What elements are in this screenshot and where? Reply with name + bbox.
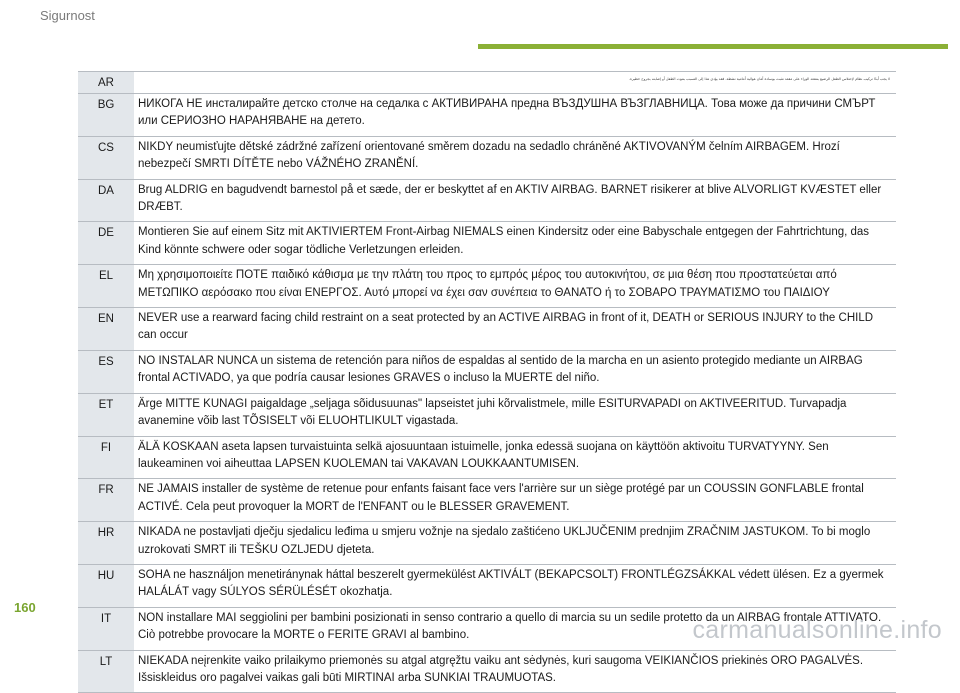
warning-text: NIKADA ne postavljati dječju sjedalicu leđima u smjeru vožnje na sjedalo zaštićeno UKLJUČENIM prednjim ZRAČNIM JASTUKOM. To bi moglo uzrokovati SMRT ili TEŠKU OZLJEDU djeteta. <box>134 522 896 565</box>
warning-text: NON installare MAI seggiolini per bambini posizionati in senso contrario a quello di marcia su un sedile protetto da un AIRBAG frontale ATTIVATO. Ciò potrebbe provocare la MORTE o FERITE GRAVI al bambino. <box>134 607 896 650</box>
language-code: AR <box>78 72 134 94</box>
warning-text: NIEKADA neįrenkite vaiko prilaikymo priemonės su atgal atgręžtu vaiku ant sėdynės, kuri saugoma VEIKIANČIOS priekinės ORO PAGALVĖS. Išsiskleidus oro pagalvei vaikas gali būti MIRTINAI arba SUNKIAI TRAUMUOTAS. <box>134 650 896 693</box>
airbag-warning-table <box>78 71 896 693</box>
watermark[interactable]: carmanualsonline.info <box>692 616 942 644</box>
warning-text: ÄLÄ KOSKAAN aseta lapsen turvaistuinta selkä ajosuuntaan istuimelle, jonka edessä suojana on käyttöön aktivoitu TURVATYYNY. Sen laukeaminen voi aiheuttaa LAPSEN KUOLEMAN tai VAKAVAN LOUKKAANTUMISEN. <box>134 436 896 479</box>
warning-row-bg <box>78 94 896 137</box>
warning-row-da <box>78 179 896 222</box>
language-code: DA <box>78 179 134 222</box>
warning-row-ar <box>78 72 896 94</box>
section-title: Sigurnost <box>40 8 95 23</box>
language-code: BG <box>78 94 134 137</box>
warning-row-lt <box>78 650 896 693</box>
section-accent-bar <box>478 44 948 49</box>
warning-row-hr <box>78 522 896 565</box>
language-code: HR <box>78 522 134 565</box>
warning-row-et <box>78 393 896 436</box>
warning-text: NE JAMAIS installer de système de retenue pour enfants faisant face vers l'arrière sur un siège protégé par un COUSSIN GONFLABLE frontal ACTIVÉ. Cela peut provoquer la MORT de l'ENFANT ou le BLESSER GRAVEMENT. <box>134 479 896 522</box>
warning-text: NO INSTALAR NUNCA un sistema de retención para niños de espaldas al sentido de la marcha en un asiento protegido mediante un AIRBAG frontal ACTIVADO, ya que podría causar lesiones GRAVES o incluso la MUERTE del niño. <box>134 350 896 393</box>
warning-row-el <box>78 265 896 308</box>
language-code: IT <box>78 607 134 650</box>
warning-row-fr <box>78 479 896 522</box>
warning-text: Μη χρησιμοποιείτε ΠΟΤΕ παιδικό κάθισμα με την πλάτη του προς το εμπρός μέρος του αυτοκινήτου, σε μια θέση που προστατεύεται από ΜΕΤΩΠΙΚΟ αερόσακο που είναι ΕΝΕΡΓΟΣ. Αυτό μπορεί να έχει σαν συνέπεια το ΘΑΝΑΤΟ ή το ΣΟΒΑΡΟ ΤΡΑΥΜΑΤΙΣΜΟ του ΠΑΙΔΙΟΥ <box>134 265 896 308</box>
language-code: EL <box>78 265 134 308</box>
warning-row-en <box>78 308 896 351</box>
warning-row-cs <box>78 136 896 179</box>
language-code: ET <box>78 393 134 436</box>
language-code: HU <box>78 564 134 607</box>
warning-text: НИКОГА НЕ инсталирайте детско столче на седалка с АКТИВИРАНА предна ВЪЗДУШНА ВЪЗГЛАВНИЦА. Това може да причини СМЪРТ или СЕРИОЗНО НАРАНЯВАНЕ на детето. <box>134 94 896 137</box>
language-code: ES <box>78 350 134 393</box>
page-number: 160 <box>14 600 36 615</box>
language-code: CS <box>78 136 134 179</box>
language-code: LT <box>78 650 134 693</box>
warning-text: لا يجب أبدًا تركيب نظام لإحتلاس الطفل الرضيع بمقعد الوراء على مقعد مثبت بوسادة أمان هوائية أمامية نشطة. فقد يؤدي هذا إلى التسبب بموت الطفل أو إصابته بجروح خطيرة. <box>134 72 896 94</box>
warning-row-fi <box>78 436 896 479</box>
warning-row-hu <box>78 564 896 607</box>
language-code: EN <box>78 308 134 351</box>
warning-row-de <box>78 222 896 265</box>
language-code: FI <box>78 436 134 479</box>
warning-text: Montieren Sie auf einem Sitz mit AKTIVIERTEM Front-Airbag NIEMALS einen Kindersitz oder eine Babyschale entgegen der Fahrtrichtung, das Kind könnte schwere oder sogar tödliche Verletzungen erleiden. <box>134 222 896 265</box>
warning-text: NEVER use a rearward facing child restraint on a seat protected by an ACTIVE AIRBAG in front of it, DEATH or SERIOUS INJURY to the CHILD can occur <box>134 308 896 351</box>
language-code: FR <box>78 479 134 522</box>
warning-row-es <box>78 350 896 393</box>
warning-text: SOHA ne használjon menetiránynak háttal beszerelt gyermekülést AKTIVÁLT (BEKAPCSOLT) FRONTLÉGZSÁKKAL védett ülésen. Ez a gyermek HALÁLÁT vagy SÚLYOS SÉRÜLÉSÉT okozhatja. <box>134 564 896 607</box>
warning-text: Ärge MITTE KUNAGI paigaldage „seljaga sõidusuunas" lapseistet juhi kõrvalistmele, mille ESITURVAPADI on AKTIVEERITUD. Turvapadja avanemine võib last TÕSISELT või ELUOHTLIKULT vigastada. <box>134 393 896 436</box>
warning-text: NIKDY neumisťujte dětské zádržné zařízení orientované směrem dozadu na sedadlo chráněné AKTIVOVANÝM čelním AIRBAGEM. Hrozí nebezpečí SMRTI DÍTĚTE nebo VÁŽNÉHO ZRANĚNÍ. <box>134 136 896 179</box>
language-code: DE <box>78 222 134 265</box>
warning-text: Brug ALDRIG en bagudvendt barnestol på et sæde, der er beskyttet af en AKTIV AIRBAG. BARNET risikerer at blive ALVORLIGT KVÆSTET eller DRÆBT. <box>134 179 896 222</box>
